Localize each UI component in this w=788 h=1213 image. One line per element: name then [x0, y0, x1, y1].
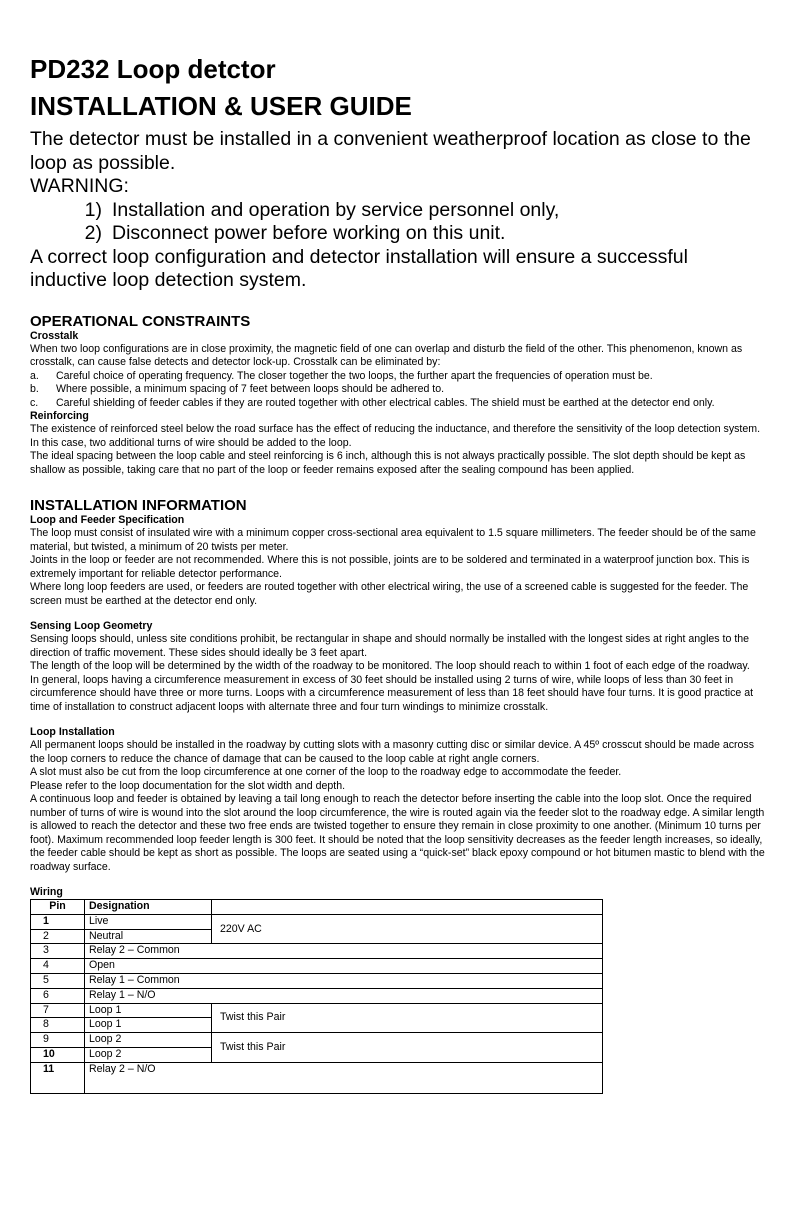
twist-pair-note-1: Twist this Pair	[212, 1003, 603, 1033]
loop-installation-paragraph-2: A slot must also be cut from the loop circumference at one corner of the loop to the roadway edge to accommodate the feeder.	[30, 766, 622, 778]
designation-cell: Relay 1 – Common	[85, 973, 603, 988]
warning-item	[66, 222, 765, 246]
designation-cell: Open	[85, 959, 603, 974]
warning-number: 1)	[84, 198, 102, 221]
warning-text: Installation and operation by service personnel only,	[112, 198, 560, 221]
item-letter: b.	[30, 383, 39, 395]
header-pin: Pin	[31, 900, 85, 915]
warning-list	[30, 199, 765, 246]
item-text: Careful choice of operating frequency. The closer together the two loops, the further apart the frequencies of operation must be.	[56, 369, 653, 382]
pin-cell: 2	[31, 929, 85, 944]
pin-cell: 3	[31, 944, 85, 959]
warning-item	[66, 199, 765, 223]
geometry-paragraph-3: In general, loops having a circumference measurement in excess of 30 feet should be installed using 2 turns of wire, while loops of less than 30 feet in circumference should have three or more turns. Loops with a circumference measurement of less than 18 feet should have four turns. It is good practice at time of installation to construct adjacent loops with alternate three and four turn windings to minimize crosstalk.	[30, 673, 754, 713]
loop-installation-heading: Loop Installation	[30, 726, 115, 738]
installation-heading: INSTALLATION INFORMATION	[30, 497, 247, 514]
item-text: Careful shielding of feeder cables if they are routed together with other electrical cables. The shield must be earthed at the detector end only.	[56, 396, 715, 409]
item-letter: a.	[30, 369, 39, 382]
pin-cell: 1	[31, 914, 85, 929]
intro-line-2: A correct loop configuration and detector installation will ensure a successful inductive loop detection system.	[30, 245, 688, 291]
pin-cell: 8	[31, 1018, 85, 1033]
crosstalk-item	[30, 397, 765, 411]
crosstalk-item	[30, 370, 765, 384]
reinforcing-paragraph-1: The existence of reinforced steel below the road surface has the effect of reducing the inductance, and therefore the sensitivity of the loop detection system. In this case, two additional turns of wire should be added to the loop.	[30, 423, 761, 449]
wiring-heading: Wiring	[30, 886, 63, 898]
pin-cell: 6	[31, 988, 85, 1003]
twist-pair-note-2: Twist this Pair	[212, 1033, 603, 1063]
geometry-paragraph-2: The length of the loop will be determined by the width of the roadway to be monitored. The loop should reach to within 1 foot of each edge of the roadway.	[30, 660, 750, 672]
pin-cell: 10	[31, 1047, 85, 1062]
loop-installation-paragraph-1: All permanent loops should be installed in the roadway by cutting slots with a masonry cutting disc or similar device. A 45º crosscut should be made across the loop corners to reduce the chance of damage that can be caused to the loop cable at right angle corners.	[30, 739, 755, 765]
document-subtitle: INSTALLATION & USER GUIDE	[30, 91, 412, 121]
item-text: Where possible, a minimum spacing of 7 feet between loops should be adhered to.	[56, 383, 445, 395]
designation-cell: Relay 2 – Common	[85, 944, 603, 959]
pin-cell: 4	[31, 959, 85, 974]
header-designation: Designation	[85, 900, 212, 915]
document-title: PD232 Loop detctor	[30, 54, 276, 84]
intro-section	[30, 128, 765, 293]
geometry-paragraph-1: Sensing loops should, unless site conditions prohibit, be rectangular in shape and should normally be installed with the longest sides at right angles to the direction of traffic movement. These sides should ideally be 3 feet apart.	[30, 633, 750, 659]
crosstalk-list	[30, 370, 765, 411]
installation-section	[30, 497, 765, 1094]
table-row	[31, 973, 603, 988]
item-letter: c.	[30, 396, 39, 409]
warning-text: Disconnect power before working on this unit.	[112, 222, 506, 244]
loop-installation-paragraph-4: A continuous loop and feeder is obtained by leaving a tail long enough to reach the detector before inserting the cable into the loop slot. Once the required number of turns of wire is wound into the slot around the loop circumference, the wire is routed again via the feeder slot to the roadway edge. A similar length is allowed to reach the detector and these two free ends are twisted together to ensure they remain in close proximity to one another. (Minimum 10 turns per foot). Maximum recommended loop feeder length is 300 feet. It should be noted that the loop sensitivity decreases as the feeder length increases, so ideally, the feeder cable should be kept as short as possible. The loops are seated using a “quick-set” black epoxy compound or hot bitumen mastic to blend with the roadway surface.	[30, 793, 765, 873]
pin-cell: 11	[31, 1062, 85, 1093]
designation-cell: Loop 1	[85, 1003, 212, 1018]
wiring-table	[30, 899, 603, 1094]
loop-installation-paragraph-3: Please refer to the loop documentation for the slot width and depth.	[30, 779, 346, 792]
table-row	[31, 914, 603, 929]
crosstalk-heading: Crosstalk	[30, 329, 79, 342]
table-row	[31, 944, 603, 959]
document-page	[30, 52, 765, 1094]
warning-number: 2)	[84, 222, 102, 244]
feeder-spec-heading: Loop and Feeder Specification	[30, 514, 185, 526]
designation-cell: Relay 1 – N/O	[85, 988, 603, 1003]
pin-cell: 7	[31, 1003, 85, 1018]
warning-label: WARNING:	[30, 175, 129, 197]
intro-line-1: The detector must be installed in a convenient weatherproof location as close to the loop as possible.	[30, 128, 751, 174]
geometry-heading: Sensing Loop Geometry	[30, 620, 153, 632]
pin-cell: 5	[31, 973, 85, 988]
crosstalk-text: When two loop configurations are in close proximity, the magnetic field of one can overlap and disturb the field of the other. This phenomenon, known as crosstalk, can cause false detects and detector lock-up. Crosstalk can be eliminated by:	[30, 342, 743, 368]
table-row	[31, 1003, 603, 1018]
table-row	[31, 1062, 603, 1093]
designation-cell: Loop 2	[85, 1033, 212, 1048]
operational-section	[30, 313, 765, 478]
crosstalk-item	[30, 383, 765, 397]
designation-cell: Neutral	[85, 929, 212, 944]
feeder-paragraph-1: The loop must consist of insulated wire with a minimum copper cross-sectional area equivalent to 1.5 square millimeters. The feeder should be of the same material, but twisted, a minimum of 20 twists per meter.	[30, 527, 756, 553]
designation-cell: Loop 2	[85, 1047, 212, 1062]
designation-cell: Loop 1	[85, 1018, 212, 1033]
feeder-paragraph-3: Where long loop feeders are used, or feeders are routed together with other electrical wiring, the use of a screened cable is suggested for the feeder. The screen must be earthed at the detector end only.	[30, 581, 749, 607]
reinforcing-heading: Reinforcing	[30, 410, 89, 422]
reinforcing-paragraph-2: The ideal spacing between the loop cable and steel reinforcing is 6 inch, although this is not always practically possible. The slot depth should be kept as shallow as possible, taking care that no part of the loop or feeder remains exposed after the sealing compound has been applied.	[30, 450, 746, 476]
designation-cell: Relay 2 – N/O	[85, 1062, 603, 1093]
pin-cell: 9	[31, 1033, 85, 1048]
power-note: 220V AC	[212, 914, 603, 944]
feeder-paragraph-2: Joints in the loop or feeder are not recommended. Where this is not possible, joints are to be soldered and terminated in a waterproof junction box. This is extremely important for reliable detector performance.	[30, 554, 750, 580]
table-header-row	[31, 900, 603, 915]
designation-cell: Live	[85, 914, 212, 929]
operational-heading: OPERATIONAL CONSTRAINTS	[30, 312, 251, 330]
table-row	[31, 959, 603, 974]
table-row	[31, 1033, 603, 1048]
table-row	[31, 988, 603, 1003]
